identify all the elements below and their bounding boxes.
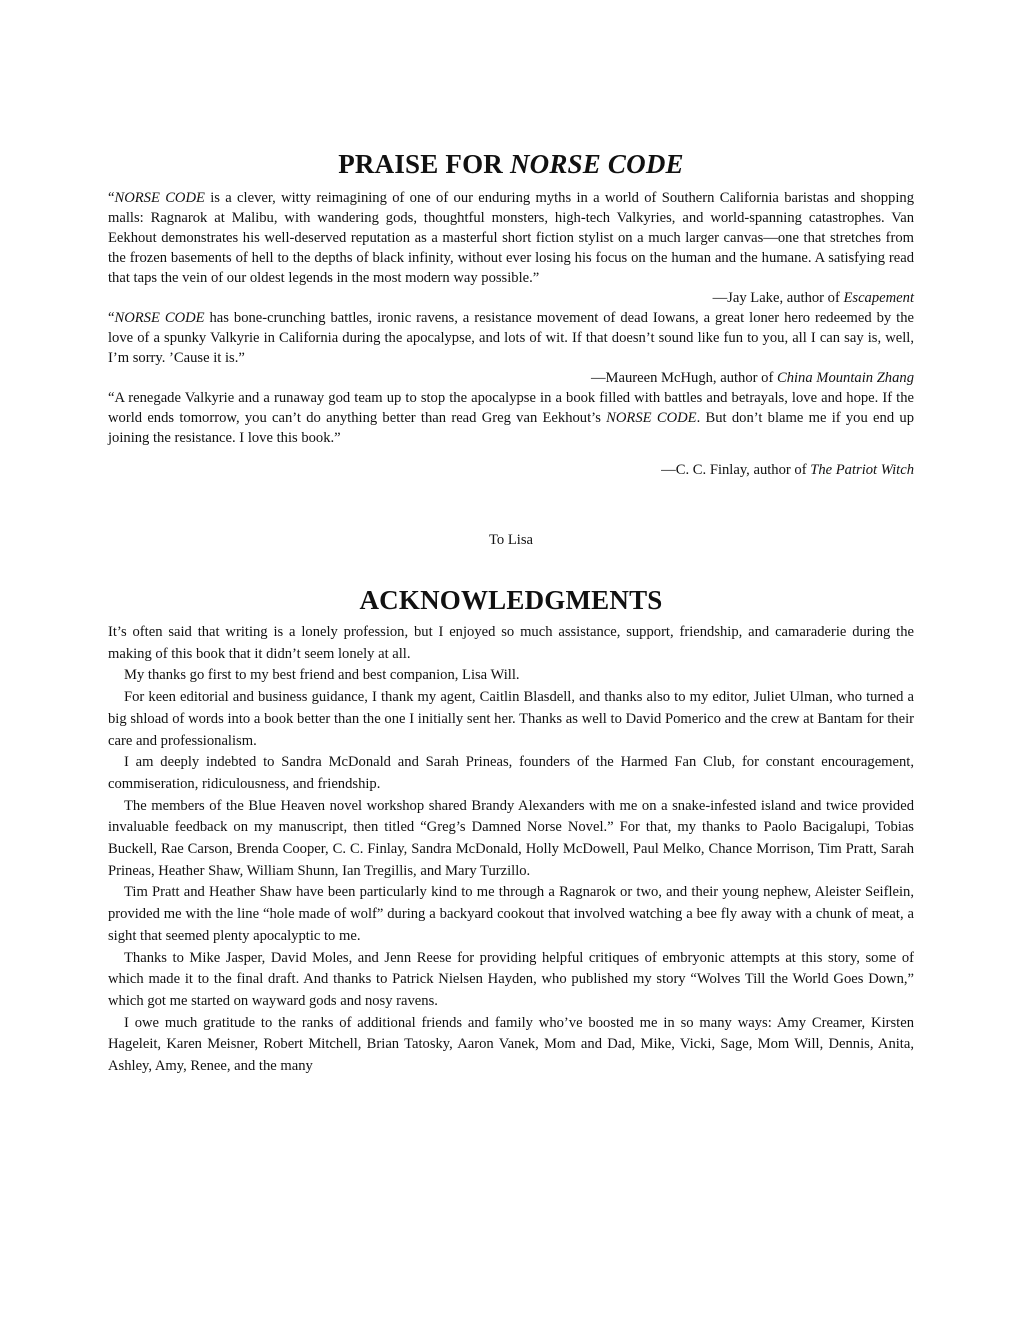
praise-heading — [108, 148, 914, 180]
dedication: To Lisa — [489, 532, 533, 548]
praise-heading-book-title: NORSE CODE — [509, 149, 684, 179]
attribution-author: —Jay Lake, author of — [712, 290, 844, 306]
attribution-author: —Maureen McHugh, author of — [590, 370, 777, 386]
quote-text-after: . But don’t blame me if you end up joining the resistance. I love this book.” — [108, 410, 914, 446]
quote-text: is a clever, witty reimagining of one of our enduring myths in a world of Southern California baristas and shopping malls: Ragnarok at Malibu, with wandering gods, thoughtful monsters, high-tech Valkyries, and world-spanning catastrophes. Van Eekhout demonstrates his well-deserved reputation as a masterful short fiction stylist on a much larger canvas—one that stretches from the frozen basements of hell to the depths of black infinity, without ever losing his focus on the human and the humane. A satisfying read that taps the vein of our oldest legends in the most modern way possible.” — [108, 190, 914, 286]
attribution-work: China Mountain Zhang — [776, 370, 914, 386]
praise-quote-3 — [108, 388, 914, 448]
spacer — [108, 448, 914, 460]
ack-paragraph-2: My thanks go first to my best friend and best companion, Lisa Will. — [124, 667, 520, 684]
quote-open-mark: “ — [108, 310, 115, 326]
acknowledgments-heading: ACKNOWLEDGMENTS — [359, 585, 663, 615]
ack-paragraph-7: Thanks to Mike Jasper, David Moles, and Jenn Reese for providing helpful critiques of embryonic attempts at this story, some of which made it to the final draft. And thanks to Patrick Nielsen Hayden, who published my story “Wolves Till the World Goes Down,” which got me started on wayward gods and nosy ravens. — [108, 949, 914, 1009]
ack-paragraph-8: I owe much gratitude to the ranks of additional friends and family who’ve boosted me in so many ways: Amy Creamer, Kirsten Hageleit, Karen Meisner, Robert Mitchell, Brian Tatosky, Aaron Vanek, Mom and Dad, Mike, Vicki, Sage, Mom Will, Dennis, Anita, Ashley, Amy, Renee, and the many — [108, 1014, 914, 1075]
praise-attribution-2 — [108, 368, 914, 388]
quote-book-title: NORSE CODE — [606, 410, 697, 426]
ack-paragraph-3: For keen editorial and business guidance, I thank my agent, Caitlin Blasdell, and thanks also to my editor, Juliet Ulman, who turned a big shload of words into a book better than the one I initially sent her. Thanks as well to David Pomerico and the crew at Bantam for their care and professionalism. — [108, 689, 914, 749]
praise-attribution-1 — [108, 288, 914, 308]
quote-book-title: NORSE CODE — [114, 190, 205, 206]
attribution-work: The Patriot Witch — [810, 462, 914, 478]
quote-open-mark: “ — [108, 190, 115, 206]
ack-paragraph-5: The members of the Blue Heaven novel workshop shared Brandy Alexanders with me on a snake-infested island and twice provided invaluable feedback on my manuscript, then titled “Greg’s Damned Norse Novel.” For that, my thanks to Paolo Bacigalupi, Tobias Buckell, Rae Carson, Brenda Cooper, C. C. Finlay, Sandra McDonald, Holly McDowell, Paul Melko, Chance Morrison, Tim Pratt, Sarah Prineas, Heather Shaw, William Shunn, Ian Tregillis, and Mary Turzillo. — [108, 797, 914, 879]
praise-quote-1 — [108, 188, 914, 288]
praise-quote-2 — [108, 308, 914, 368]
attribution-work: Escapement — [843, 290, 914, 306]
quote-book-title: NORSE CODE — [114, 310, 205, 326]
quote-text: has bone-crunching battles, ironic ravens, a resistance movement of dead Iowans, a great loner hero redeemed by the love of a spunky Valkyrie in California during the apocalypse, and lots of wit. If that doesn’t sound like fun to you, all I can say is, well, I’m sorry. ’Cause it is.” — [108, 310, 914, 366]
attribution-author: —C. C. Finlay, author of — [661, 462, 811, 478]
ack-paragraph-4: I am deeply indebted to Sandra McDonald and Sarah Prineas, founders of the Harmed Fan Club, for constant encouragement, commiseration, ridiculousness, and friendship. — [108, 754, 914, 792]
ack-paragraph-6: Tim Pratt and Heather Shaw have been particularly kind to me through a Ragnarok or two, and their young nephew, Aleister Seiflein, provided me with the line “hole made of wolf” during a backyard cookout that involved watching a bee fly away with a chunk of meat, a sight that seemed plenty apocalyptic to me. — [108, 884, 914, 944]
document-page — [108, 148, 914, 1078]
quote-text-before: “A renegade Valkyrie and a runaway god team up to stop the apocalypse in a book filled with battles and betrayals, love and hope. If the world ends tomorrow, you can’t do anything better than read Greg van Eekhout’s — [108, 390, 914, 426]
praise-heading-prefix: PRAISE FOR — [338, 149, 510, 179]
praise-attribution-3 — [108, 460, 914, 480]
ack-paragraph-1: It’s often said that writing is a lonely profession, but I enjoyed so much assistance, support, friendship, and camaraderie during the making of this book that it didn’t seem lonely at all. — [108, 624, 914, 662]
